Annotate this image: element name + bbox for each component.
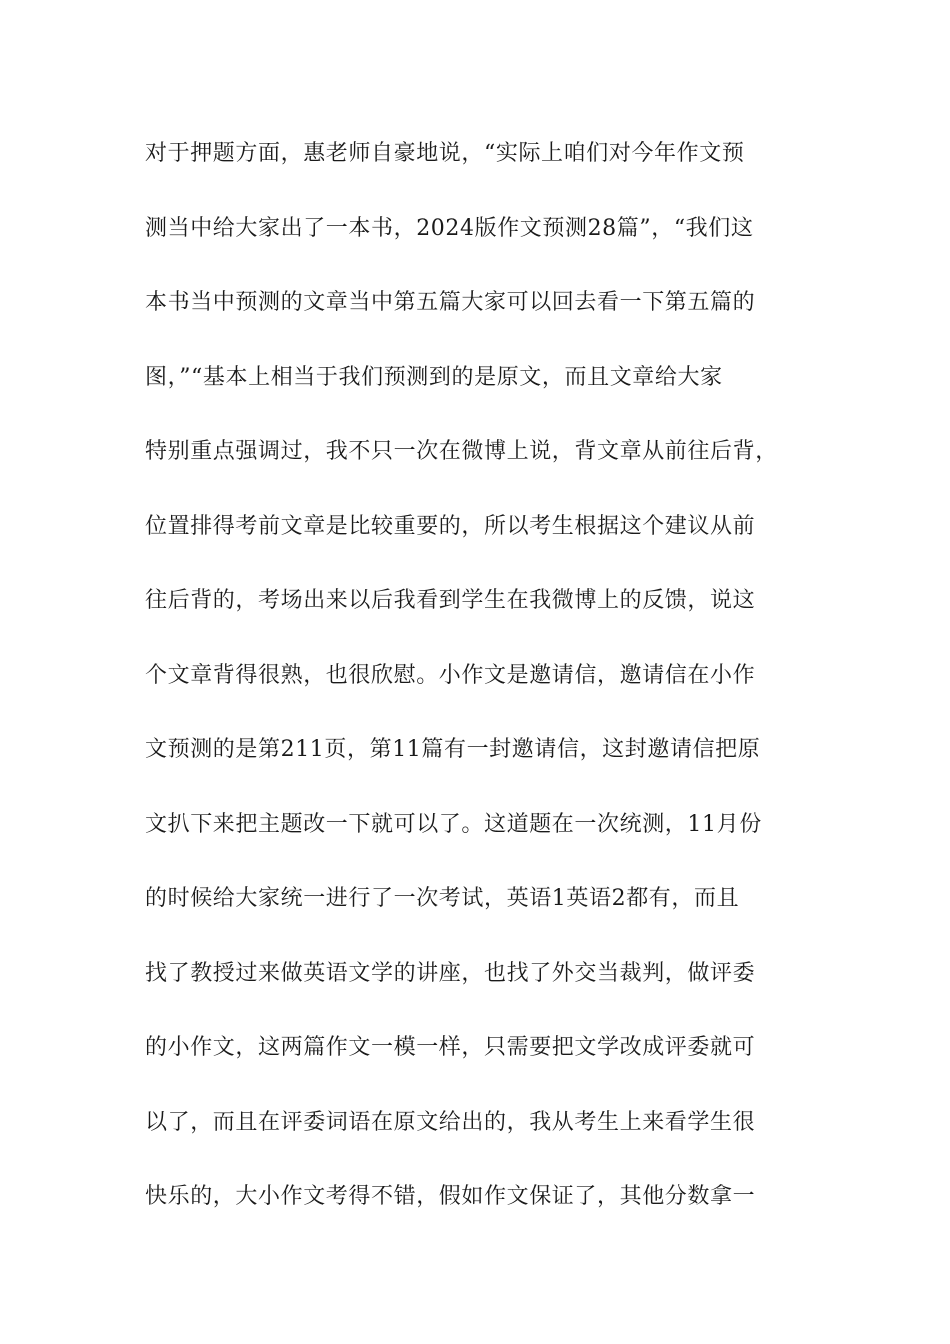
text-line: 找了教授过来做英语文学的讲座，也找了外交当裁判，做评委: [145, 960, 756, 986]
text-line: 快乐的，大小作文考得不错，假如作文保证了，其他分数拿一: [145, 1184, 756, 1209]
text-line: 个文章背得很熟，也很欣慰。小作文是邀请信，邀请信在小作: [145, 662, 756, 688]
text-line: 的小作文，这两篇作文一模一样，只需要把文学改成评委就可: [145, 1035, 756, 1060]
text-line: 文预测的是第211页，第11篇有一封邀请信，这封邀请信把原: [145, 737, 761, 762]
text-line: 图，”“基本上相当于我们预测到的是原文，而且文章给大家: [145, 364, 723, 390]
text-line: 以了，而且在评委词语在原文给出的，我从考生上来看学生很: [145, 1109, 756, 1135]
text-line: 位置排得考前文章是比较重要的，所以考生根据这个建议从前: [145, 513, 756, 539]
text-line: 往后背的，考场出来以后我看到学生在我微博上的反馈，说这: [145, 588, 756, 613]
text-line: 本书当中预测的文章当中第五篇大家可以回去看一下第五篇的: [145, 290, 756, 315]
text-line: 的时候给大家统一进行了一次考试，英语1英语2都有，而且: [145, 886, 740, 911]
text-line: 文扒下来把主题改一下就可以了。这道题在一次统测，11月份: [145, 811, 762, 837]
paragraph-body: [145, 132, 835, 1250]
text-line: 对于押题方面，惠老师自豪地说，“实际上咱们对今年作文预: [145, 141, 745, 166]
text-line: 特别重点强调过，我不只一次在微博上说，背文章从前往后背，: [145, 439, 778, 464]
text-line: 测当中给大家出了一本书，2024版作文预测28篇”，“我们这: [145, 215, 754, 241]
